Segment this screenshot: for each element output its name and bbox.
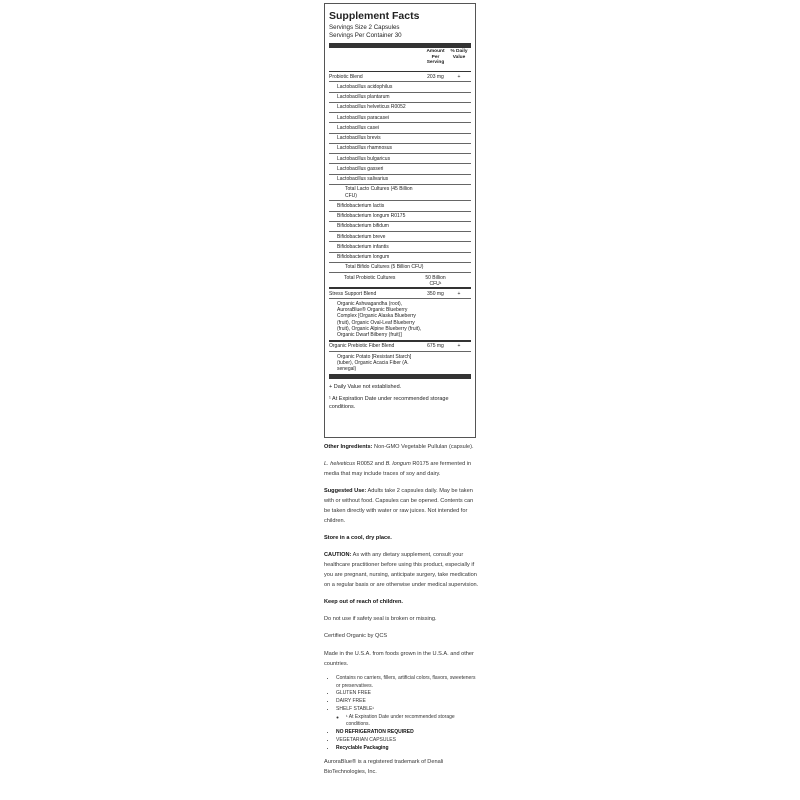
ingredient-name: Organic Ashwagandha (root), AuroraBlue® Organic Blueberry Complex [Organic Alaska Blueberry (fruit), Organic Oval-Leaf Blueberry (fruit), Organic Alpine Blueberry (fruit), Organic Dwarf Bilberry (fruit)] — [337, 300, 422, 339]
table-row — [329, 200, 471, 210]
ingredient-amount — [424, 175, 447, 177]
ingredient-daily-value — [447, 93, 471, 95]
ingredient-amount: 350 mg — [427, 290, 444, 297]
table-row — [329, 272, 471, 287]
ingredient-amount — [424, 134, 447, 136]
ingredient-daily-value — [447, 103, 471, 105]
ingredient-daily-value — [447, 232, 471, 234]
safety-seal-note: Do not use if safety seal is broken or missing. — [324, 616, 437, 623]
ingredient-name: Bifidobacterium infantis — [337, 243, 389, 250]
storage-instruction — [324, 534, 479, 544]
made-in: Made in the U.S.A. from foods grown in the U.S.A. and other countries. — [324, 650, 474, 667]
table-row — [329, 163, 471, 173]
ingredient-name: Lactobacillus helveticus R0052 — [337, 104, 406, 111]
ingredient-name: Organic Potato [Resistant Starch] (tuber), Organic Acacia Fiber (A. senegal) — [337, 353, 412, 373]
ingredient-name: Stress Support Blend — [329, 290, 377, 297]
certified-organic: Certified Organic by QCS — [324, 633, 388, 640]
ingredient-name: Bifidobacterium longum R0175 — [337, 213, 406, 220]
ingredient-amount: 675 mg — [427, 343, 444, 350]
ingredient-name: Lactobacillus rhamnosus — [337, 145, 393, 152]
ingredient-daily-value: + — [457, 73, 461, 80]
ingredient-amount — [424, 123, 447, 125]
ingredient-amount — [424, 103, 447, 105]
ingredient-name: Lactobacillus bulgaricus — [337, 155, 391, 162]
table-row — [329, 221, 471, 231]
ingredient-name: Lactobacillus casei — [337, 124, 379, 131]
table-row — [329, 143, 471, 153]
table-row — [329, 262, 471, 272]
table-row — [329, 102, 471, 112]
ingredient-daily-value — [447, 134, 471, 136]
ingredient-name: Lactobacillus salivarius — [337, 176, 389, 183]
ingredient-amount — [424, 201, 447, 203]
table-row — [329, 174, 471, 184]
servings-per-container: Servings Per Container 30 — [329, 32, 402, 40]
ingredient-name: Probiotic Blend — [329, 73, 363, 80]
daily-value-note: + Daily Value not established. — [329, 383, 402, 390]
other-ingredients-label: Other Ingredients: — [324, 444, 373, 450]
ingredient-amount — [424, 82, 447, 84]
suggested-use — [324, 487, 479, 526]
strain-l-helveticus: L. helveticus — [324, 461, 356, 468]
ingredient-name: Lactobacillus gasseri — [337, 165, 384, 172]
ingredient-amount: 203 mg — [427, 73, 444, 80]
ingredient-daily-value — [447, 185, 471, 187]
table-row — [329, 340, 471, 351]
table-row — [329, 81, 471, 91]
other-ingredients — [324, 443, 479, 453]
ingredient-name: Lactobacillus brevis — [337, 135, 381, 142]
fermentation-note — [324, 460, 479, 480]
ingredient-name: Lactobacillus plantarum — [337, 94, 390, 101]
table-row — [329, 241, 471, 251]
storage-text: Store in a cool, dry place. — [324, 534, 392, 541]
fermentation-text-1: R0052 and — [355, 461, 386, 468]
list-item: • Contains no carriers, fillers, artificial colors, flavors, sweeteners or preservatives. — [336, 675, 479, 691]
ingredient-daily-value — [447, 144, 471, 146]
table-row — [329, 298, 471, 340]
ingredient-amount — [424, 263, 447, 265]
table-row — [329, 287, 471, 298]
expiration-note: ¹ At Expiration Date under recommended storage conditions. — [329, 396, 449, 411]
list-item: • DAIRY FREE — [336, 698, 479, 706]
list-item — [336, 706, 479, 729]
ingredient-daily-value — [447, 242, 471, 244]
ingredient-amount — [424, 185, 447, 187]
strain-b-longum: B. longum — [385, 461, 411, 468]
list-item: ◦ ¹ At Expiration Date under recommended storage conditions. — [346, 714, 479, 730]
ingredient-daily-value — [447, 175, 471, 177]
keep-out-of-reach — [324, 598, 479, 608]
ingredient-daily-value — [447, 154, 471, 156]
list-item: • VEGETARIAN CAPSULES — [336, 737, 479, 745]
table-row — [329, 71, 471, 81]
ingredient-amount — [424, 113, 447, 115]
ingredient-name: Bifidobacterium bifidum — [337, 223, 389, 230]
ingredient-daily-value — [447, 352, 471, 354]
shelf-stable-label: SHELF STABLE¹ — [336, 705, 374, 712]
label-information — [324, 443, 479, 785]
table-row — [329, 252, 471, 262]
ingredient-daily-value — [447, 164, 471, 166]
bottom-thick-divider — [329, 374, 471, 379]
ingredient-daily-value — [447, 113, 471, 115]
table-row — [329, 231, 471, 241]
ingredient-amount — [424, 253, 447, 255]
recyclable-text: Recyclable Packaging — [336, 744, 389, 751]
ingredient-amount — [424, 299, 447, 301]
ingredient-name: Organic Prebiotic Fiber Blend — [329, 343, 395, 350]
list-item — [336, 729, 479, 737]
suggested-use-label: Suggested Use: — [324, 488, 367, 495]
ingredient-amount — [424, 232, 447, 234]
table-row — [329, 112, 471, 122]
ingredient-daily-value — [447, 82, 471, 84]
caution — [324, 551, 479, 590]
ingredient-name: Total Bifido Cultures (5 Billion CFU) — [345, 264, 424, 271]
feature-list — [324, 675, 479, 753]
ingredient-daily-value — [447, 263, 471, 265]
table-row — [329, 92, 471, 102]
suggested-use-text: Adults take 2 capsules daily. May be taken with or without food. Capsules can be opened. Contents can be taken directly with water or raw juices. Not intended for children. — [324, 488, 474, 524]
fermentation-text-2: R0175 are fermented in media that may include traces of soy and dairy. — [324, 461, 472, 478]
ingredient-daily-value — [447, 253, 471, 255]
ingredient-amount — [424, 154, 447, 156]
other-ingredients-text: Non-GMO Vegetable Pullulan (capsule). — [372, 444, 474, 450]
table-row — [329, 122, 471, 132]
ingredient-rows — [329, 71, 471, 374]
amount-per-serving-header: Amount Per Serving — [426, 49, 445, 66]
list-item: • GLUTEN FREE — [336, 690, 479, 698]
table-row — [329, 133, 471, 143]
ingredient-daily-value — [447, 222, 471, 224]
ingredient-amount — [424, 352, 447, 354]
ingredient-amount — [424, 212, 447, 214]
table-header — [329, 48, 471, 71]
supplement-facts-panel — [324, 3, 476, 438]
ingredient-daily-value: + — [457, 343, 461, 350]
table-row — [329, 153, 471, 163]
table-row — [329, 351, 471, 374]
ingredient-name: Total Lacto Cultures (45 Billion CFU) — [345, 186, 413, 199]
ingredient-amount — [424, 242, 447, 244]
ingredient-daily-value — [447, 201, 471, 203]
ingredient-name: Total Probiotic Cultures — [344, 274, 396, 281]
ingredient-name: Lactobacillus paracasei — [337, 114, 389, 121]
keep-out-text: Keep out of reach of children. — [324, 598, 403, 605]
ingredient-daily-value — [447, 273, 471, 275]
ingredient-daily-value — [447, 123, 471, 125]
ingredient-daily-value — [447, 299, 471, 301]
ingredient-amount — [424, 222, 447, 224]
supplement-facts-title: Supplement Facts — [329, 10, 420, 22]
ingredient-daily-value: + — [457, 290, 461, 297]
ingredient-name: Bifidobacterium lactis — [337, 202, 385, 209]
ingredient-amount — [424, 144, 447, 146]
ingredient-daily-value — [447, 212, 471, 214]
no-refrigeration-text: NO REFRIGERATION REQUIRED — [336, 729, 414, 736]
ingredient-name: Lactobacillus acidophilus — [337, 83, 393, 90]
trademark-note: AuroraBlue® is a registered trademark of Denali BioTechnologies, Inc. — [324, 759, 444, 776]
caution-text: As with any dietary supplement, consult your healthcare practitioner before using this product, especially if you are pregnant, nursing, anticipate surgery, take medication on a regular basis or are otherwise under medical supervision. — [324, 552, 479, 588]
list-item — [336, 745, 479, 753]
ingredient-amount — [424, 164, 447, 166]
caution-label: CAUTION: — [324, 552, 352, 559]
daily-value-header: % Daily Value — [450, 49, 468, 60]
table-row — [329, 211, 471, 221]
serving-size: Servings Size 2 Capsules — [329, 23, 400, 31]
table-row — [329, 184, 471, 201]
sub-list — [336, 714, 479, 730]
ingredient-name: Bifidobacterium longum — [337, 254, 390, 261]
ingredient-amount: 50 Billion CFU¹ — [425, 274, 446, 287]
ingredient-amount — [424, 93, 447, 95]
ingredient-name: Bifidobacterium breve — [337, 233, 386, 240]
